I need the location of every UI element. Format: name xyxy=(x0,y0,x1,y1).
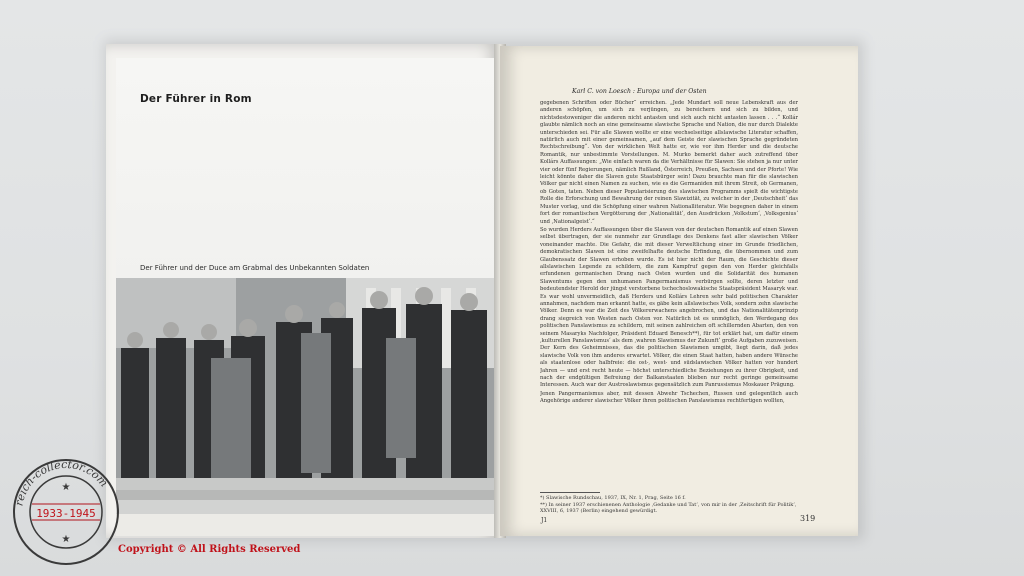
svg-text:★: ★ xyxy=(61,534,71,545)
signature-mark: J1 xyxy=(541,517,548,524)
stamp-years: 1933-1945 xyxy=(36,507,96,520)
body-text xyxy=(540,100,798,480)
footnote-divider xyxy=(540,492,600,493)
photo-illustration xyxy=(116,278,496,514)
paragraph: gegebenen Schriften oder Bücher“ erreichen. „Jede Mundart soll neue Lebenskraft aus der anderen schöpfen, um sich zu verjüngen, zu bereichern und sich zu bilden, und nichtsdestoweniger die anderen nicht antasten und sich auch nicht antasten lassen . . .“ Kollár glaubte nämlich noch an eine gemeinsame slawische Sprache und Nation, die nur durch Dialekte unterschieden sei. Für alle Slawen wollte er eine wechselseitige allslawische Literatur schaffen, natürlich auch mit einer gemeinsamen, „auf dem Geiste der slawischen Sprache gegründeten Rechtschreibung“. Von der wirklichen Welt hatte er, wie vor ihm Herder und die deutsche Romantik, nur unbestimmte Vorstellungen. M. Murko bemerkt daher auch zutreffend über Kollárs Auffassungen: „Wie einfach waren da die Verhältnisse für Slawen: Sie stehen ja nur unter vier oder fünf Regierungen, nämlich Rußland, Österreich, Preußen, Sachsen und der Pforte! Wie leicht könnte daher die Slaven gute Staatsbürger sein! Dazu brauchte man für die slawischen Völker gar nicht einen Namen zu suchen, wie es die Germaniden mit ihrem Streit, ob Germanen, ob Goten, taten. Neben dieser Popularisierung des slawischen Programms spielt die wichtigste Rolle die Erforschung und Bewahrung der reinen Slawizität, zu welcher in der ‚Deutschheit‘ das Muster vorlag, und die Schöpfung einer wahren Nationalliteratur. Wie begegnen daher in einem fort der romantischen Vergötterung der ‚Nationalität‘, den Ausdrücken ‚Volkstum‘, ‚Volksgenius‘ und ‚Nationalgeist‘.“ xyxy=(540,100,798,225)
stamp-icon xyxy=(10,456,122,568)
parade-photograph xyxy=(116,278,496,514)
stamp-ring-text: reich-collector.com xyxy=(12,457,111,508)
footnotes xyxy=(540,495,798,515)
running-head: Karl C. von Loesch : Europa und der Osten xyxy=(572,88,707,95)
page-number: 319 xyxy=(800,514,816,523)
svg-text:★: ★ xyxy=(61,482,71,493)
copyright-notice: Copyright © All Rights Reserved xyxy=(118,544,301,555)
left-page-bottom xyxy=(116,514,496,536)
left-page-top-area xyxy=(116,58,496,278)
footnote: *) Slawische Rundschau, 1937, IX, Nr. 1, Prag, Seite 16 f. xyxy=(540,495,686,501)
paragraph: Jenen Pangermanismus aber, mit dessen Abwehr Tschechen, Russen und gelegentlich auch Angehörige anderer slawischer Völker ihren politischen Panslawismus rechtfertigen wollten, xyxy=(540,390,798,405)
collector-stamp-watermark xyxy=(10,456,122,568)
footnote: **) In seiner 1937 erschienenen Anthologie ‚Gedanke und Tat‘, von mir in der ‚Zeitschrift für Politik‘, XXVIII, 6, 1937 (Berlin) eingehend gewürdigt. xyxy=(540,501,797,515)
photo-caption: Der Führer und der Duce am Grabmal des Unbekannten Soldaten xyxy=(140,264,370,272)
paragraph: So wurden Herders Auffassungen über die Slawen von der deutschen Romantik auf einen Slawen selbst übertragen, der sie nunmehr zur Grundlage des Denkens fast aller slawischen Völker voneinander machte. Die Gefahr, die mit dieser Verweltlichung einer im Grunde friedlichen, demokratischen Slawen ist eine zweifelhafte deutsche Erfindung, die übernommen und zum Glaubenssatz der Slawen erhoben wurde. Es ist hier nicht der Raum, die Geschichte dieser allslawischen Legende zu schildern, die zum Kampfruf gegen den von Herder gleichfalls erfundenen germanischen Drang nach Osten wurden und die Solidarität des humanen Slawentums gegen den unhumanen Pangermanismus verbürgen sollte, deren letzter und bedeutendster Herold der jüngst verstorbene tschechoslowakische Staatspräsident Masaryk war. Es war wohl unvermeidlich, daß Herders und Kollárs Lehren sehr bald politischen Charakter annahmen, nachdem man erkannt hatte, es gäbe kein allslawisches Volk, sondern zehn slawische Völker. Denn es war die Zeit des Völkererwachens angebrochen, und das Nationalitätenprinzip drang siegreich von Westen nach Osten vor. Natürlich ist es unmöglich, den Werdegang des politischen Panslawismus zu schildern, mit seinen zahlreichen oft schillernden Abarten, den von seinem Masaryks Nachfolger, Präsident Eduard Benesch**), für tot erklärt hat, um dafür einem ‚kulturellen Panslawismus‘ als dem ‚wahren Slawismus der Zukunft‘ große Aufgaben zuzuweisen. Der Kern des Geheimnisses, das die politischen Slawismen umgibt, liegt darin, daß jedes slawische Volk von ihm anderes erwartet. Völker, die einen Staat hatten, haben andere Wünsche als staatenlose oder halbfreie: die ost-, west- und südslawischen Völker hatten vor hundert Jahren — und erst recht heute — höchst unterschiedliche Beziehungen zu ihrer Obrigkeit, und nach der endgültigen Befreiung der Balkanstaaten blieben nur recht geringe gemeinsame Interessen. Auch war der Austroslawismus gegensätzlich zum Panrussismus Moskauer Prägung. xyxy=(540,226,798,389)
page-title: Der Führer in Rom xyxy=(140,93,252,105)
